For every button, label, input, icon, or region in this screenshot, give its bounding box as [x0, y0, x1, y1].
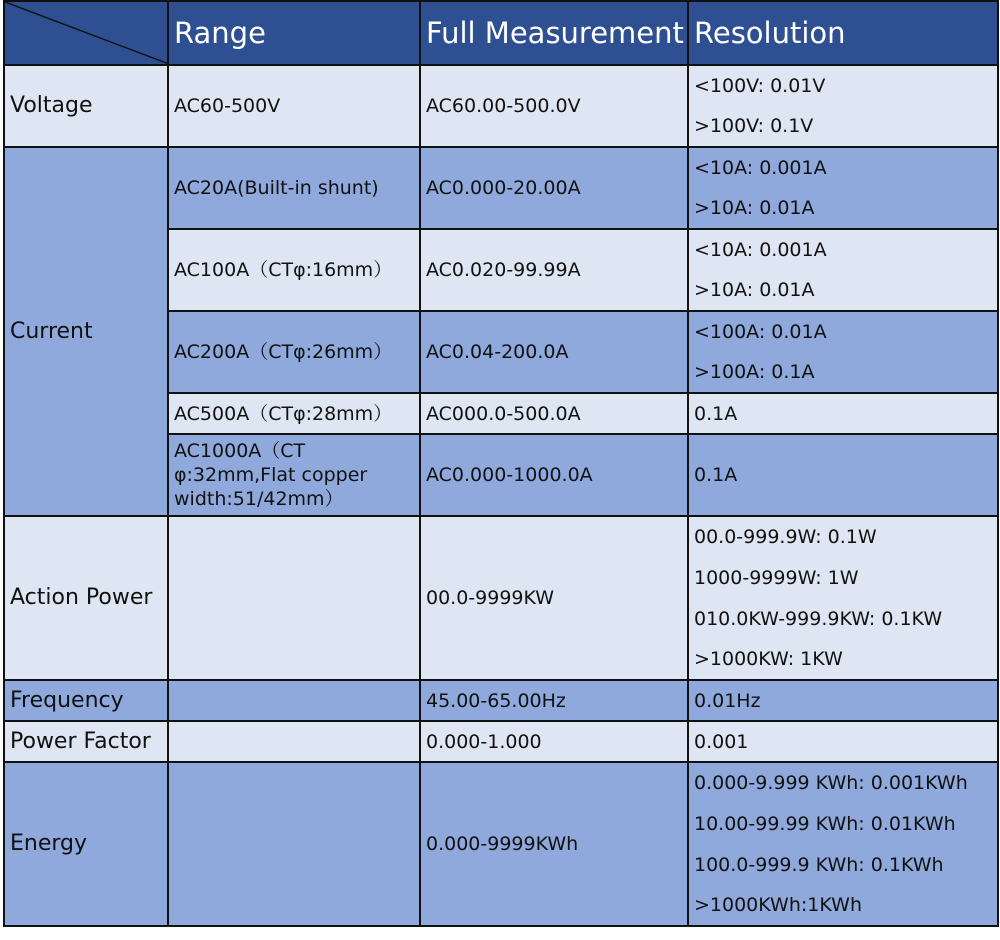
- header-full-measurement: Full Measurement: [420, 1, 688, 65]
- header-range: Range: [168, 1, 420, 65]
- current-full-2: AC0.020-99.99A: [420, 229, 688, 311]
- current-res-3a: <100A: 0.01A: [688, 311, 998, 352]
- current-full-5: AC0.000-1000.0A: [420, 434, 688, 516]
- current-res-1a: <10A: 0.001A: [688, 147, 998, 188]
- energy-range: [168, 762, 420, 926]
- pf-range: [168, 721, 420, 762]
- energy-res-3: 100.0-999.9 KWh: 0.1KWh: [688, 844, 998, 885]
- current-res-2b: >10A: 0.01A: [688, 270, 998, 311]
- current-full-1: AC0.000-20.00A: [420, 147, 688, 229]
- spec-table: [3, 0, 999, 927]
- pf-row: [4, 721, 998, 762]
- current-res-3b: >100A: 0.1A: [688, 352, 998, 393]
- current-range-3: AC200A（CTφ:26mm）: [168, 311, 420, 393]
- power-res-1: 00.0-999.9W: 0.1W: [688, 516, 998, 557]
- power-row-1: [4, 516, 998, 557]
- voltage-full: AC60.00-500.0V: [420, 65, 688, 147]
- current-full-4: AC000.0-500.0A: [420, 393, 688, 434]
- pf-res: 0.001: [688, 721, 998, 762]
- voltage-row-1: [4, 65, 998, 106]
- energy-res-1: 0.000-9.999 KWh: 0.001KWh: [688, 762, 998, 803]
- power-full: 00.0-9999KW: [420, 516, 688, 680]
- power-range: [168, 516, 420, 680]
- frequency-full: 45.00-65.00Hz: [420, 680, 688, 721]
- current-res-1b: >10A: 0.01A: [688, 188, 998, 229]
- pf-full: 0.000-1.000: [420, 721, 688, 762]
- frequency-res: 0.01Hz: [688, 680, 998, 721]
- current-row-1a: [4, 147, 998, 188]
- power-res-2: 1000-9999W: 1W: [688, 557, 998, 598]
- current-range-5-line-1: AC1000A（CT: [174, 440, 306, 462]
- voltage-label: Voltage: [4, 65, 168, 147]
- current-res-5: 0.1A: [688, 434, 998, 516]
- current-range-5-line-3: width:51/42mm）: [174, 488, 344, 510]
- frequency-range: [168, 680, 420, 721]
- current-range-1: AC20A(Built-in shunt): [168, 147, 420, 229]
- current-label: Current: [4, 147, 168, 516]
- energy-row-1: [4, 762, 998, 803]
- voltage-range: AC60-500V: [168, 65, 420, 147]
- current-range-4: AC500A（CTφ:28mm）: [168, 393, 420, 434]
- energy-res-4: >1000KWh:1KWh: [688, 885, 998, 926]
- pf-label: Power Factor: [4, 721, 168, 762]
- current-range-2: AC100A（CTφ:16mm）: [168, 229, 420, 311]
- current-full-3: AC0.04-200.0A: [420, 311, 688, 393]
- corner-cell: [4, 1, 168, 65]
- energy-label: Energy: [4, 762, 168, 926]
- power-res-3: 010.0KW-999.9KW: 0.1KW: [688, 598, 998, 639]
- diagonal-line: [5, 2, 168, 64]
- frequency-row: [4, 680, 998, 721]
- voltage-res-1: <100V: 0.01V: [688, 65, 998, 106]
- voltage-res-2: >100V: 0.1V: [688, 106, 998, 147]
- frequency-label: Frequency: [4, 680, 168, 721]
- power-res-4: >1000KW: 1KW: [688, 639, 998, 680]
- power-label: Action Power: [4, 516, 168, 680]
- energy-res-2: 10.00-99.99 KWh: 0.01KWh: [688, 803, 998, 844]
- current-range-5: [168, 434, 420, 516]
- current-range-5-line-2: φ:32mm,Flat copper: [174, 464, 368, 486]
- header-row: [4, 1, 998, 65]
- header-resolution: Resolution: [688, 1, 998, 65]
- current-res-4: 0.1A: [688, 393, 998, 434]
- energy-full: 0.000-9999KWh: [420, 762, 688, 926]
- current-res-2a: <10A: 0.001A: [688, 229, 998, 270]
